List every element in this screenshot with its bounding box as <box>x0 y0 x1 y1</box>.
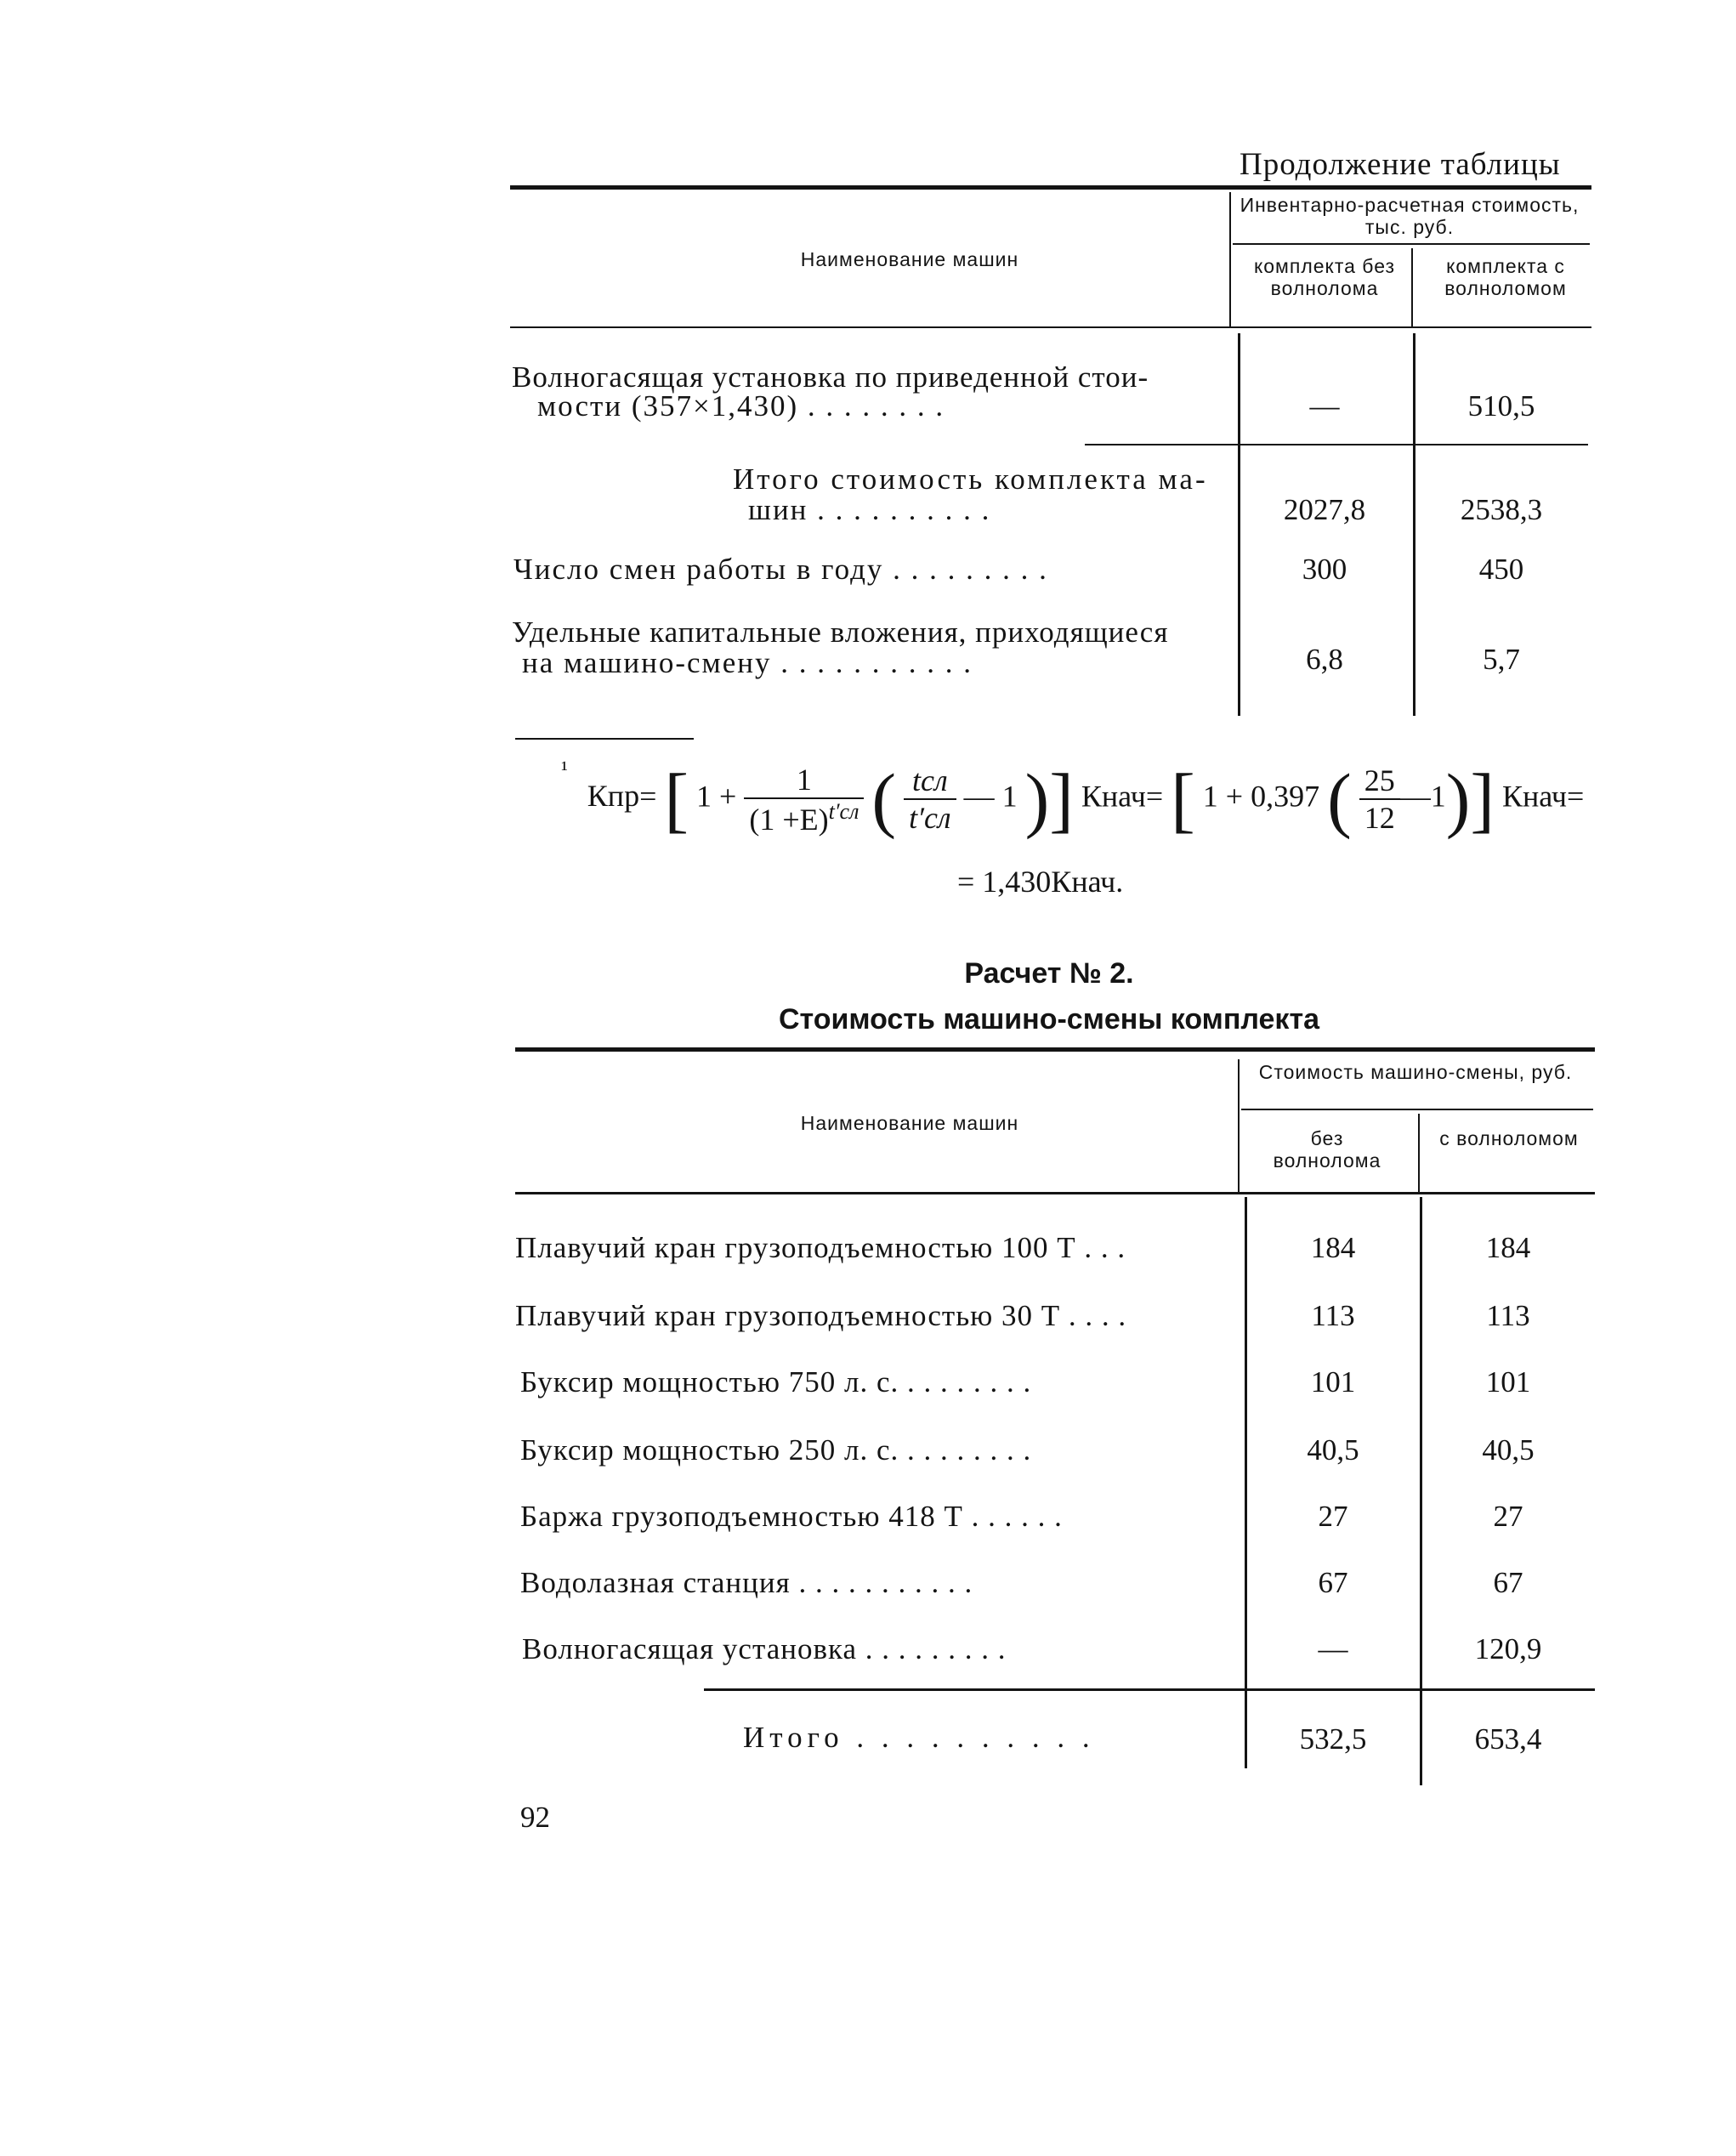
fraction-2 <box>904 763 956 836</box>
table1-row-2-line2: шин . . . . . . . . . . <box>748 493 991 526</box>
table1-row-3-v2: 450 <box>1478 553 1524 586</box>
table1-row-1-v2: 510,5 <box>1467 389 1535 423</box>
table1-row-2-v1: 2027,8 <box>1283 493 1366 526</box>
table2-col-group-header: Стоимость машино-смены, руб. <box>1258 1061 1573 1083</box>
k-nach-1: Кнач <box>1081 779 1146 814</box>
paren-close-2: ) <box>1445 758 1471 840</box>
table1-row-4-line2: на машино-смену . . . . . . . . . . . <box>522 646 973 679</box>
table2-row-7-v2: 120,9 <box>1474 1632 1542 1665</box>
table2-row-5-name: Баржа грузоподъемностью 418 Т . . . . . . <box>520 1500 1063 1533</box>
table2-total-label: Итого . . . . . . . . . . <box>743 1721 1095 1754</box>
table1-subtotal-rule-left <box>1085 444 1240 445</box>
table2-col-name-header: Наименование машин <box>800 1112 1019 1134</box>
table1-row-2-line1: Итого стоимость комплекта ма- <box>733 462 1208 496</box>
paren-open-2: ( <box>1327 758 1352 840</box>
table2-row-3-name: Буксир мощностью 750 л. с. . . . . . . . . <box>520 1365 1032 1399</box>
calc2-title: Стоимость машино-смены комплекта <box>778 1003 1320 1035</box>
table2-row-2-name: Плавучий кран грузоподъемностью 30 Т . . . . <box>515 1299 1127 1332</box>
table1-vrule-2-body <box>1413 333 1415 716</box>
table2-row-3-v1: 101 <box>1310 1365 1356 1399</box>
table2-row-5-v1: 27 <box>1318 1500 1348 1533</box>
continuation-label: Продолжение таблицы <box>1240 147 1561 182</box>
fraction-3 <box>1359 763 1400 836</box>
table2-vrule-2-body <box>1420 1197 1422 1785</box>
fraction-1-num: 1 <box>744 762 864 799</box>
bracket-open-1: [ <box>664 758 689 840</box>
table2-col-with-header: с волноломом <box>1439 1127 1579 1149</box>
table1-subtotal-rule <box>1238 444 1588 445</box>
fraction-1-den: $(1 +Е)^{t'сл}$ <box>749 798 859 837</box>
table2-row-4-v1: 40,5 <box>1307 1433 1359 1467</box>
table2-vrule-2-head <box>1418 1114 1420 1192</box>
table1-col-group-header: Инвентарно-расчетная стоимость, тыс. руб. <box>1240 194 1580 238</box>
table2-header-rule <box>515 1192 1595 1194</box>
fraction-2-den: t′сл <box>909 801 951 835</box>
table2-row-6-v2: 67 <box>1493 1566 1523 1599</box>
paren-close-1: ) <box>1024 758 1050 840</box>
footnote-rule <box>515 738 694 740</box>
table2-row-7-v1: — <box>1318 1632 1348 1665</box>
table1-row-2-v2: 2538,3 <box>1460 493 1543 526</box>
table1-col-with-header: комплекта с волноломом <box>1444 255 1567 299</box>
table1-group-rule <box>1233 243 1590 245</box>
table1-row-3-v1: 300 <box>1302 553 1347 586</box>
fraction-2-num: tсл <box>904 763 956 800</box>
table1-col-name-header: Наименование машин <box>800 248 1019 270</box>
table2-row-1-name: Плавучий кран грузоподъемностью 100 Т . . . <box>515 1231 1126 1264</box>
table1-vrule-2-head <box>1411 248 1413 326</box>
table1-header-rule <box>510 326 1591 328</box>
formula-result: = 1,430Кнач. <box>957 865 1124 899</box>
table1-row-4-line1: Удельные капитальные вложения, приходящиеся <box>512 616 1169 649</box>
table2-vrule-1-body <box>1245 1197 1247 1768</box>
table1-vrule-1-head <box>1229 192 1231 326</box>
table2-row-4-name: Буксир мощностью 250 л. с. . . . . . . . . <box>520 1433 1032 1467</box>
one: 1 <box>696 779 712 814</box>
k-nach-2: Кнач <box>1502 779 1567 814</box>
bracket-close-1: ] <box>1049 758 1074 840</box>
table1-row-1-line1: Волногасящая установка по приведенной стои- <box>512 360 1149 394</box>
table2-row-5-v2: 27 <box>1493 1500 1523 1533</box>
table2-total-rule <box>704 1688 1595 1691</box>
fraction-1 <box>744 762 864 837</box>
footnote-mark: ¹ <box>561 757 568 781</box>
fraction-3-num: 25 <box>1359 763 1400 800</box>
table1-row-4-v1: 6,8 <box>1306 643 1343 676</box>
table1-top-rule <box>510 185 1591 190</box>
table2-row-4-v2: 40,5 <box>1482 1433 1535 1467</box>
table2-top-rule <box>515 1047 1595 1052</box>
page-number: 92 <box>520 1801 550 1834</box>
table2-total-v1: 532,5 <box>1299 1722 1367 1756</box>
table2-col-without-header: без волнолома <box>1273 1127 1381 1172</box>
table2-row-1-v1: 184 <box>1310 1231 1356 1264</box>
minus-one: — 1 <box>963 779 1018 814</box>
table1-col-without-header: комплекта без волнолома <box>1253 255 1396 299</box>
k-pr: Кпр <box>587 779 640 814</box>
formula: $^{^1}$ Кпр= [ 1 + $\frac{1}{(1 +Е)^{t'сл}}$ ( $\frac{\text{tсл}}{t'сл}$ — 1 )] Кнач= [ 1 + 0,397 ( $\frac{25}{12}$ —1)] Кнач= <box>561 757 1585 840</box>
table2-row-6-name: Водолазная станция . . . . . . . . . . . <box>520 1566 973 1599</box>
table2-row-2-v2: 113 <box>1486 1299 1530 1332</box>
table2-total-v2: 653,4 <box>1474 1722 1542 1756</box>
table2-row-3-v2: 101 <box>1485 1365 1531 1399</box>
coef: 1 + 0,397 <box>1202 779 1320 814</box>
table2-row-6-v1: 67 <box>1318 1566 1348 1599</box>
table1-row-4-v2: 5,7 <box>1483 643 1520 676</box>
bracket-close-2: ] <box>1470 758 1495 840</box>
table2-row-2-v1: 113 <box>1311 1299 1355 1332</box>
table2-row-1-v2: 184 <box>1485 1231 1531 1264</box>
table2-row-7-name: Волногасящая установка . . . . . . . . . <box>522 1632 1007 1665</box>
table2-group-rule <box>1241 1109 1593 1110</box>
table1-row-1-line2: мости (357×1,430) . . . . . . . . <box>537 389 945 423</box>
table1-row-1-v1: — <box>1309 389 1340 423</box>
calc2-heading: Расчет № 2. <box>964 957 1134 990</box>
table1-row-3-line1: Число смен работы в году . . . . . . . . . <box>513 553 1048 586</box>
bracket-open-2: [ <box>1171 758 1195 840</box>
fraction-3-den: 12 <box>1364 801 1395 835</box>
table2-vrule-1-head <box>1238 1059 1240 1192</box>
paren-open-1: ( <box>871 758 897 840</box>
